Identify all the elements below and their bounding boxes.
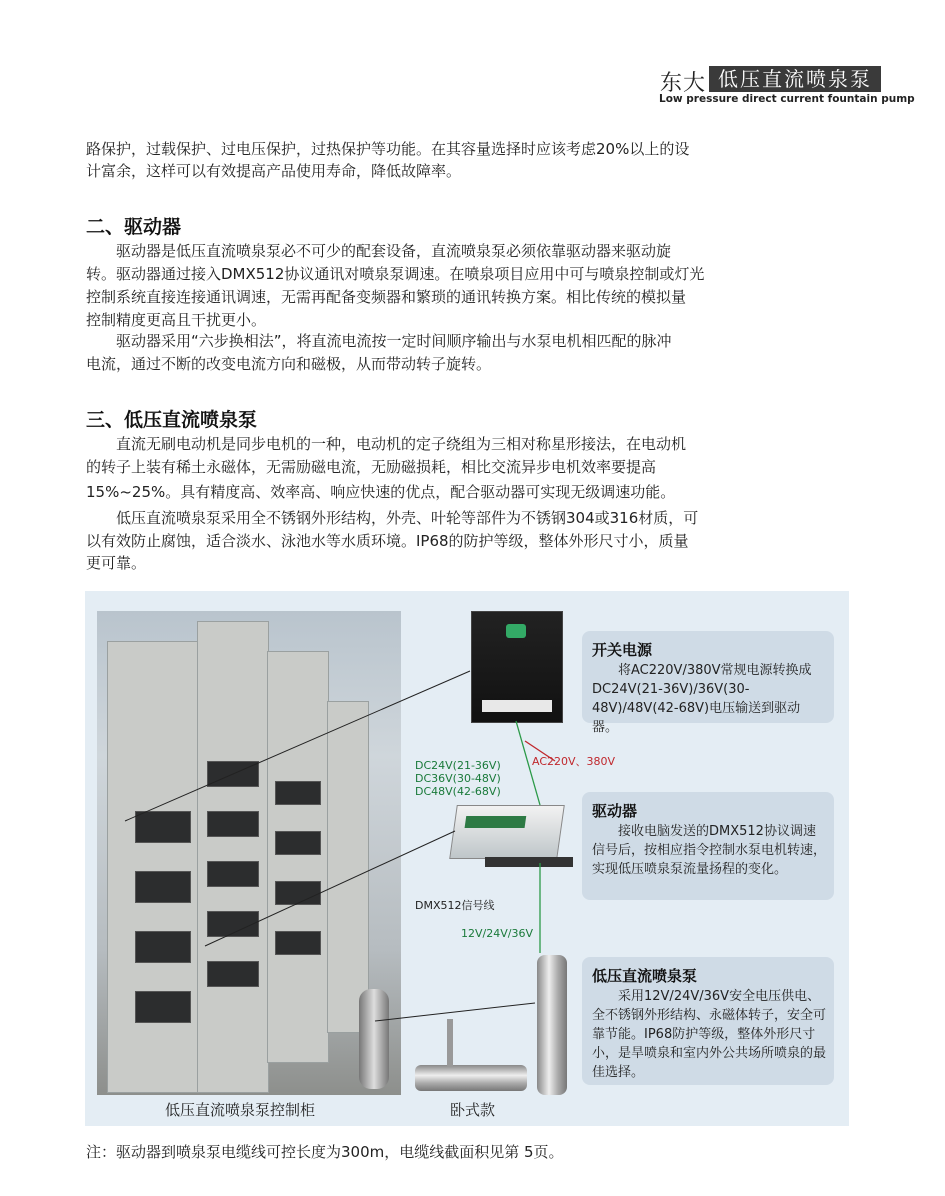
card-title: 开关电源 [592, 641, 653, 659]
brand-name: 东大 [660, 71, 707, 96]
section3-line: 以有效防止腐蚀，适合淡水、泳池水等水质环境。IP68的防护等级，整体外形尺寸小，质量 [86, 532, 689, 550]
card-text: 采用12V/24V/36V安全电压供电、全不锈钢外形结构、永磁体转子，安全可靠节能。IP68防护等级，整体外形尺寸小，是旱喷泉和室内外公共场所喷泉的最佳选择。 [592, 989, 827, 1080]
page-header-subtitle: Low pressure direct current fountain pump [659, 93, 915, 105]
intro-line-2: 计富余，这样可以有效提高产品使用寿命，降低故障率。 [86, 162, 462, 180]
section3-line: 15%~25%。具有精度高、效率高、响应快速的优点，配合驱动器可实现无级调速功能。 [86, 483, 676, 501]
pump-voltage-label: 12V/24V/36V [461, 927, 533, 940]
cabinet-caption: 低压直流喷泉泵控制柜 [165, 1101, 316, 1119]
section2-line: 控制精度更高且干扰更小。 [86, 311, 267, 329]
info-card-pump [582, 957, 834, 1085]
intro-line-1: 路保护，过载保护、过电压保护，过热保护等功能。在其容量选择时应该考虑20%以上的设 [86, 140, 690, 158]
footnote: 注：驱动器到喷泉泵电缆线可控长度为300m，电缆线截面积见第 5页。 [86, 1143, 564, 1161]
section-title-pump: 三、低压直流喷泉泵 [86, 409, 258, 431]
dc-label-24v: DC24V(21-36V) [415, 759, 501, 772]
info-card-driver [582, 792, 834, 900]
ac-input-label: AC220V、380V [532, 755, 616, 768]
card-title: 驱动器 [592, 802, 638, 820]
card-text: 接收电脑发送的DMX512协议调速信号后，按相应指令控制水泵电机转速，实现低压喷泉泵流量扬程的变化。 [592, 824, 827, 877]
dc-label-48v: DC48V(42-68V) [415, 785, 501, 798]
section3-line: 低压直流喷泉泵采用全不锈钢外形结构，外壳、叶轮等部件为不锈钢304或316材质，可 [86, 509, 699, 527]
section2-line: 转。驱动器通过接入DMX512协议通讯对喷泉泵调速。在喷泉项目应用中可与喷泉控制或灯光 [86, 265, 705, 283]
section3-line: 的转子上装有稀土永磁体，无需励磁电流，无励磁损耗，相比交流异步电机效率要提高 [86, 458, 657, 476]
card-text: 将AC220V/380V常规电源转换成DC24V(21-36V)/36V(30-48V)/48V(42-68V)电压输送到驱动器。 [592, 663, 812, 735]
card-title: 低压直流喷泉泵 [592, 967, 698, 985]
section-title-driver: 二、驱动器 [86, 216, 182, 238]
horizontal-pump-caption: 卧式款 [450, 1101, 496, 1119]
section2-line: 驱动器采用“六步换相法”，将直流电流按一定时间顺序输出与水泵电机相匹配的脉冲 [86, 332, 672, 350]
page-header-title: 低压直流喷泉泵 [709, 66, 881, 92]
section2-line: 电流，通过不断的改变电流方向和磁极，从而带动转子旋转。 [86, 355, 492, 373]
dmx-signal-label: DMX512信号线 [415, 899, 495, 912]
dc-label-36v: DC36V(30-48V) [415, 772, 501, 785]
section2-line: 驱动器是低压直流喷泉泵必不可少的配套设备，直流喷泉泵必须依靠驱动器来驱动旋 [86, 242, 672, 260]
info-card-power-supply [582, 631, 834, 735]
section3-line: 直流无刷电动机是同步电机的一种，电动机的定子绕组为三相对称星形接法，在电动机 [86, 435, 687, 453]
system-diagram-panel [85, 591, 849, 1126]
section2-line: 控制系统直接连接通讯调速，无需再配备变频器和繁琐的通讯转换方案。相比传统的模拟量 [86, 288, 687, 306]
section3-line: 更可靠。 [86, 554, 147, 572]
